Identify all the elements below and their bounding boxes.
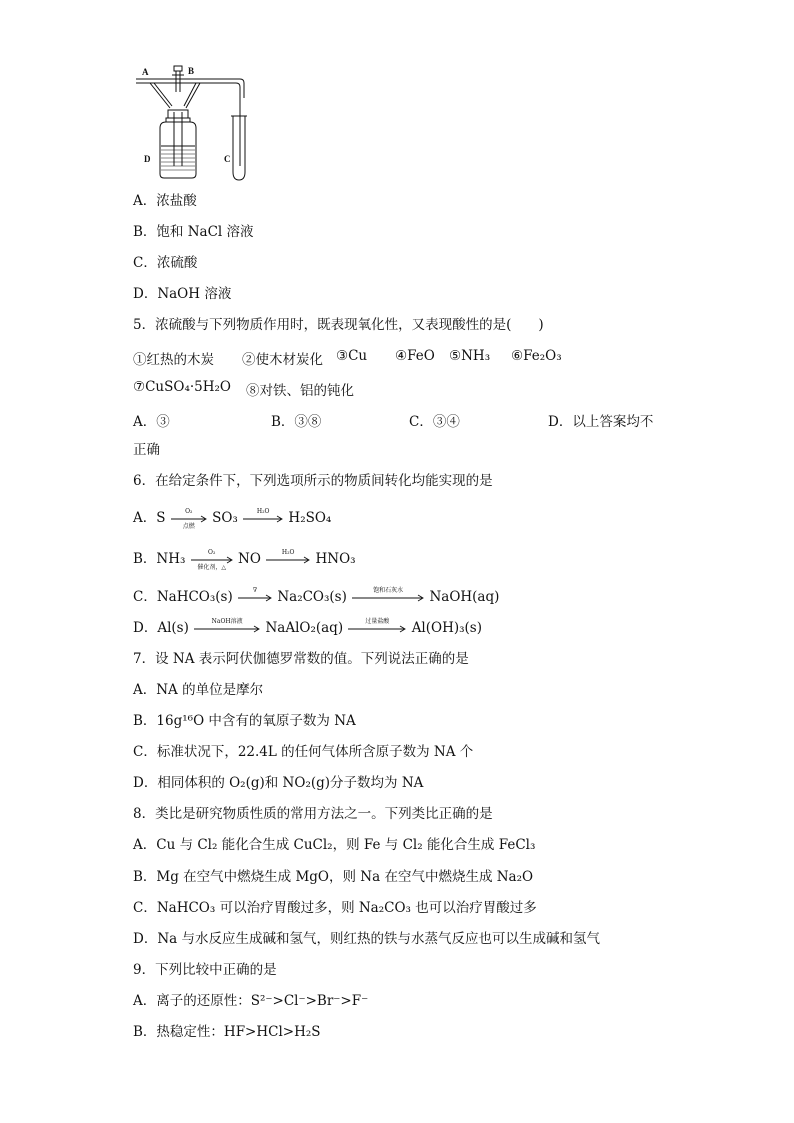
q6-b-arrow-1-top: O₂ xyxy=(208,548,216,556)
q5-option-b: B．③⑧ xyxy=(271,414,322,430)
q6-d-mid: NaAlO₂(aq) xyxy=(265,620,344,636)
q6-b-arrow-2-top: H₂O xyxy=(281,548,295,556)
q6-c-arrow-1 xyxy=(238,586,272,602)
q5-item-5: ⑤NH₃ xyxy=(449,348,491,364)
q9-option-b: B．热稳定性：HF>HCl>H₂S xyxy=(133,1024,321,1040)
q6-option-c xyxy=(133,588,499,606)
q6-c-arrow-2 xyxy=(352,586,424,602)
q5-option-d-continued: 正确 xyxy=(133,442,160,458)
q5-item-7: ⑦CuSO₄·5H₂O xyxy=(133,379,231,395)
gas-apparatus-figure xyxy=(128,58,258,184)
q5-item-6: ⑥Fe₂O₃ xyxy=(511,348,562,364)
q9-option-a: A．离子的还原性：S²⁻>Cl⁻>Br⁻>F⁻ xyxy=(133,993,369,1009)
q6-d-arrow-1 xyxy=(194,617,260,633)
q4-option-b: B．饱和 NaCl 溶液 xyxy=(133,224,254,240)
q5-item-1: ①红热的木炭 xyxy=(133,352,214,368)
q6-c-mid: Na₂CO₃(s) xyxy=(277,589,347,605)
q6-c-arrow-1-top: ∇ xyxy=(252,586,258,594)
q6-d-start: D．Al(s) xyxy=(133,620,189,636)
q5-option-d: D．以上答案均不 xyxy=(548,414,654,430)
q4-option-d: D．NaOH 溶液 xyxy=(133,286,232,302)
q6-c-end: NaOH(aq) xyxy=(429,589,500,605)
figure-label-c: C xyxy=(224,154,231,164)
q6-d-arrow-1-top: NaOH溶液 xyxy=(211,617,243,625)
q6-a-arrow-2 xyxy=(243,507,283,523)
q6-option-b xyxy=(133,548,356,571)
q8-option-c: C．NaHCO₃ 可以治疗胃酸过多，则 Na₂CO₃ 也可以治疗胃酸过多 xyxy=(133,900,537,916)
q6-b-arrow-1 xyxy=(191,548,233,571)
q6-b-end: HNO₃ xyxy=(315,551,356,567)
q6-a-arrow-1 xyxy=(171,507,207,530)
q7-stem: 7．设 NA 表示阿伏伽德罗常数的值。下列说法正确的是 xyxy=(133,651,469,667)
q6-b-mid: NO xyxy=(238,551,261,567)
q5-option-a: A．③ xyxy=(133,414,170,430)
q6-option-d xyxy=(133,619,482,637)
figure-label-d: D xyxy=(144,154,151,164)
q7-option-c: C．标准状况下，22.4L 的任何气体所含原子数为 NA 个 xyxy=(133,744,474,760)
q5-item-8: ⑧对铁、铝的钝化 xyxy=(246,383,354,399)
q6-c-arrow-2-top: 饱和石灰水 xyxy=(373,586,404,594)
q6-d-arrow-2 xyxy=(348,617,406,633)
q7-option-a: A．NA 的单位是摩尔 xyxy=(133,682,264,698)
q7-option-d: D．相同体积的 O₂(g)和 NO₂(g)分子数均为 NA xyxy=(133,775,424,791)
q6-a-arrow-2-top: H₂O xyxy=(256,507,270,515)
q5-items-row1 xyxy=(133,348,673,366)
q6-b-start: B．NH₃ xyxy=(133,551,186,567)
q5-item-3: ③Cu xyxy=(336,348,368,364)
q5-option-c: C．③④ xyxy=(409,414,460,430)
q5-options xyxy=(133,410,673,428)
q6-stem: 6．在给定条件下，下列选项所示的物质间转化均能实现的是 xyxy=(133,473,493,489)
q6-a-end: H₂SO₄ xyxy=(288,510,332,526)
figure-label-b: B xyxy=(188,66,195,76)
q6-a-mid: SO₃ xyxy=(212,510,238,526)
q6-d-end: Al(OH)₃(s) xyxy=(411,620,483,636)
q6-a-arrow-1-top: O₂ xyxy=(185,507,193,515)
q9-stem: 9．下列比较中正确的是 xyxy=(133,962,277,978)
q6-b-arrow-1-bottom: 催化剂，△ xyxy=(197,563,227,571)
q6-a-arrow-1-bottom: 点燃 xyxy=(182,522,195,530)
q7-option-b: B．16g¹⁶O 中含有的氧原子数为 NA xyxy=(133,713,356,729)
q6-a-start: A．S xyxy=(133,510,166,526)
q8-option-d: D．Na 与水反应生成碱和氢气，则红热的铁与水蒸气反应也可以生成碱和氢气 xyxy=(133,931,600,947)
q6-b-arrow-2 xyxy=(266,548,310,564)
q4-option-a: A．浓盐酸 xyxy=(133,193,197,209)
q8-option-a: A．Cu 与 Cl₂ 能化合生成 CuCl₂，则 Fe 与 Cl₂ 能化合生成 FeCl₃ xyxy=(133,837,536,853)
q6-d-arrow-2-top: 过量盐酸 xyxy=(365,617,390,625)
q4-option-c: C．浓硫酸 xyxy=(133,255,198,271)
q8-option-b: B．Mg 在空气中燃烧生成 MgO，则 Na 在空气中燃烧生成 Na₂O xyxy=(133,869,534,885)
q5-stem: 5．浓硫酸与下列物质作用时，既表现氧化性，又表现酸性的是( ) xyxy=(133,317,544,333)
q5-item-4: ④FeO xyxy=(395,348,435,364)
q6-c-start: C．NaHCO₃(s) xyxy=(133,589,233,605)
figure-label-a: A xyxy=(142,67,149,77)
q6-option-a xyxy=(133,507,332,530)
q5-item-2: ②使木材炭化 xyxy=(242,352,323,368)
q8-stem: 8．类比是研究物质性质的常用方法之一。下列类比正确的是 xyxy=(133,806,493,822)
q5-items-row2 xyxy=(133,379,673,397)
